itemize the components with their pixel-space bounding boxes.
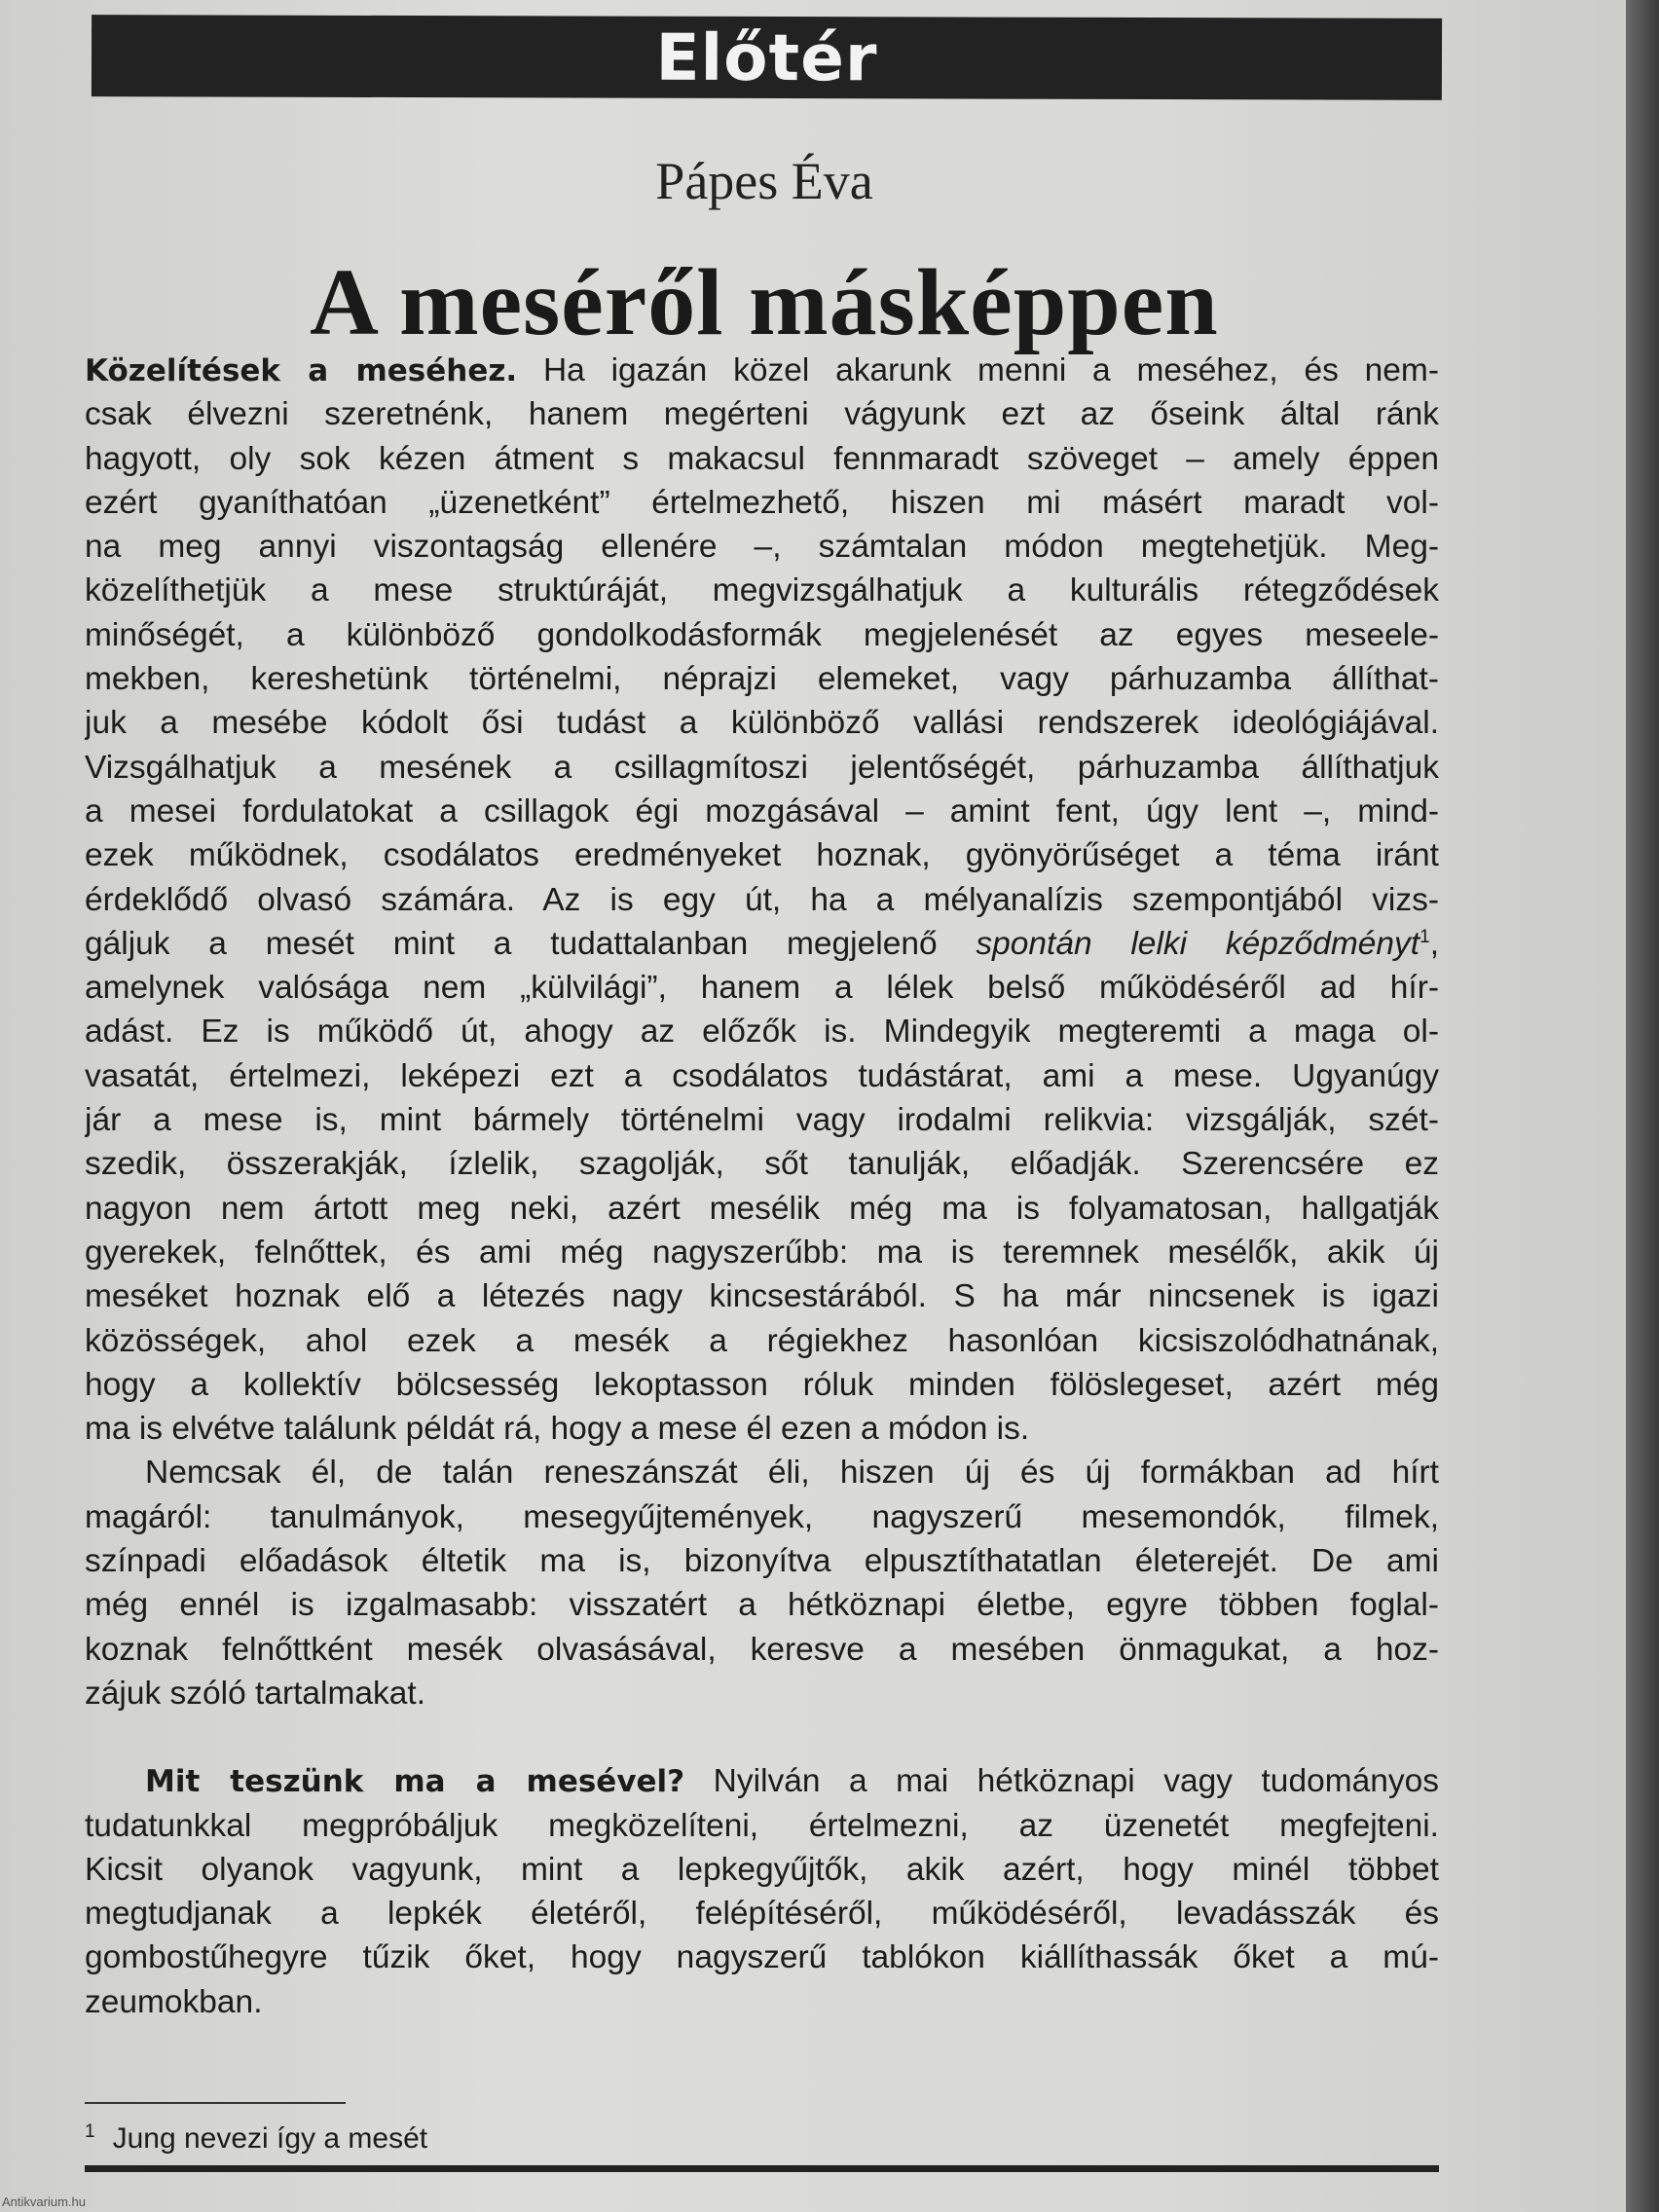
- article-body: [85, 349, 1439, 2024]
- article-title: A meséről másképpen: [310, 250, 1219, 355]
- text-line: [85, 569, 1439, 612]
- text-line: hogy a kollektív bölcsesség lekoptasson róluk minden fölöslegeset, azért még: [85, 1366, 1439, 1403]
- text-line: [85, 613, 1439, 657]
- author-name: Pápes Éva: [655, 152, 873, 210]
- text-line: magáról: tanulmányok, mesegyűjtemények, nagyszerű mesemondók, filmek,: [85, 1498, 1439, 1535]
- text-line: gyerekek, felnőttek, és ami még nagyszerűbb: ma is teremnek mesélők, akik új: [85, 1234, 1439, 1271]
- text-line: zájuk szóló tartalmakat.: [85, 1675, 426, 1712]
- footnote-divider: [85, 2102, 346, 2104]
- text-line: [85, 701, 1439, 745]
- line-text: juk a mesébe kódolt ősi tudást a különböző vallási rendszerek ideológiájával.: [85, 705, 1439, 742]
- paragraph-1: [85, 349, 1439, 1451]
- text-line: [85, 349, 1439, 392]
- text-line: [85, 1848, 1439, 1892]
- text-line: [85, 1936, 1439, 1979]
- text-line: jár a mese is, mint bármely történelmi vagy irodalmi relikvia: vizsgálják, szét-: [85, 1102, 1439, 1139]
- line-text: ezek működnek, csodálatos eredményeket hoznak, gyönyörűséget a téma iránt: [85, 837, 1439, 874]
- footnote-reference: 1: [1419, 926, 1430, 947]
- line-text: a mesei fordulatokat a csillagok égi mozgásával – amint fent, úgy lent –, mind-: [85, 793, 1439, 830]
- text-line: [85, 1759, 1439, 1803]
- text-line: [85, 833, 1439, 877]
- text-line: vasatát, értelmezi, leképezi ezt a csodálatos tudástárat, ami a mese. Ugyanúgy: [85, 1057, 1439, 1094]
- text-line: meséket hoznak elő a létezés nagy kincsestárából. S ha már nincsenek is igazi: [85, 1278, 1439, 1315]
- text-line: adást. Ez is működő út, ahogy az előzők is. Mindegyik megteremti a maga ol-: [85, 1014, 1439, 1051]
- bottom-rule: [85, 2165, 1439, 2172]
- footnote-number: 1: [85, 2121, 95, 2142]
- text-line: Nemcsak él, de talán reneszánszát éli, hiszen új és új formákban ad hírt: [145, 1455, 1439, 1492]
- line-text: tudatunkkal megpróbáljuk megközelíteni, értelmezni, az üzenetét megfejteni.: [85, 1807, 1439, 1844]
- text-line: [85, 1804, 1439, 1848]
- paragraph-lead: Mit teszünk ma a mesével?: [145, 1764, 685, 1800]
- text-line: színpadi előadások éltetik ma is, bizonyítva elpusztíthatatlan életerejét. De ami: [85, 1543, 1439, 1580]
- line-text: Ha igazán közel akarunk menni a meséhez, és nem-: [517, 352, 1439, 388]
- line-text: na meg annyi viszontagság ellenére –, számtalan módon megtehetjük. Meg-: [85, 529, 1439, 566]
- text-line: [85, 525, 1439, 569]
- italic-term: spontán lelki képződményt: [976, 925, 1420, 962]
- footnote-text: Jung nevezi így a mesét: [112, 2122, 428, 2155]
- line-text: gombostűhegyre tűzik őket, hogy nagyszerű tablókon kiállíthassák őket a mú-: [85, 1939, 1439, 1976]
- line-text: csak élvezni szeretnénk, hanem megérteni vágyunk ezt az őseink által ránk: [85, 396, 1439, 433]
- line-text: zeumokban.: [85, 1983, 263, 2020]
- paragraph-lead: Közelítések a meséhez.: [85, 353, 518, 388]
- line-text: Vizsgálhatjuk a mesének a csillagmítoszi jelentőségét, párhuzamba állíthatjuk: [85, 749, 1439, 786]
- text-line: nagyon nem ártott meg neki, azért mesélik még ma is folyamatosan, hallgatják: [85, 1190, 1439, 1227]
- text-line: [85, 790, 1439, 833]
- line-text: ezért gyaníthatóan „üzenetként” értelmezhető, hiszen mi másért maradt vol-: [85, 484, 1439, 521]
- text-line: [85, 1892, 1439, 1936]
- text-line: [85, 1980, 1439, 2024]
- line-text: megtudjanak a lepkék életéről, felépítéséről, működéséről, levadásszák és: [85, 1896, 1439, 1933]
- footnote: [85, 2122, 427, 2156]
- text-line: [85, 392, 1439, 436]
- line-text: közelíthetjük a mese struktúráját, megvizsgálhatjuk a kulturális rétegződések: [85, 572, 1439, 609]
- section-banner-label: Előtér: [655, 19, 878, 95]
- paragraph-3: [85, 1759, 1439, 2024]
- text-line: [85, 746, 1439, 790]
- line-text: ,: [1429, 925, 1439, 962]
- text-line: koznak felnőttként mesék olvasásával, keresve a mesében önmagukat, a hoz-: [85, 1631, 1439, 1668]
- text-line: szedik, összerakják, ízlelik, szagolják, sőt tanulják, előadják. Szerencsére ez: [85, 1146, 1439, 1183]
- section-banner: [92, 15, 1442, 100]
- paragraph-2: [85, 1451, 1439, 1715]
- text-line: közösségek, ahol ezek a mesék a régiekhez hasonlóan kicsiszolódhatnának,: [85, 1322, 1439, 1359]
- text-line: [85, 657, 1439, 701]
- text-line: [85, 437, 1439, 481]
- text-line: amelynek valósága nem „külvilági”, hanem a lélek belső működéséről ad hír-: [85, 970, 1439, 1007]
- line-text: hagyott, oly sok kézen átment s makacsul fennmaradt szöveget – amely éppen: [85, 440, 1439, 477]
- text-line: még ennél is izgalmasabb: visszatért a hétköznapi életbe, egyre többen foglal-: [85, 1587, 1439, 1624]
- line-text: gáljuk a mesét mint a tudattalanban megjelenő: [85, 925, 977, 962]
- line-text: mekben, kereshetünk történelmi, néprajzi elemeket, vagy párhuzamba állíthat-: [85, 661, 1439, 698]
- text-line: ma is elvétve találunk példát rá, hogy a mese él ezen a módon is.: [85, 1411, 1030, 1448]
- line-text: Kicsit olyanok vagyunk, mint a lepkegyűjtők, akik azért, hogy minél többet: [85, 1851, 1439, 1888]
- line-text: érdeklődő olvasó számára. Az is egy út, ha a mélyanalízis szempontjából vizs-: [85, 881, 1439, 918]
- line-text: minőségét, a különböző gondolkodásformák megjelenését az egyes meseele-: [85, 616, 1439, 653]
- text-line: [85, 878, 1439, 922]
- watermark: Antikvarium.hu: [2, 2194, 86, 2209]
- line-text: Nyilván a mai hétköznapi vagy tudományos: [684, 1763, 1439, 1800]
- text-line: [85, 922, 1439, 966]
- text-line: [85, 481, 1439, 525]
- page-edge-shadow: [1626, 0, 1659, 2212]
